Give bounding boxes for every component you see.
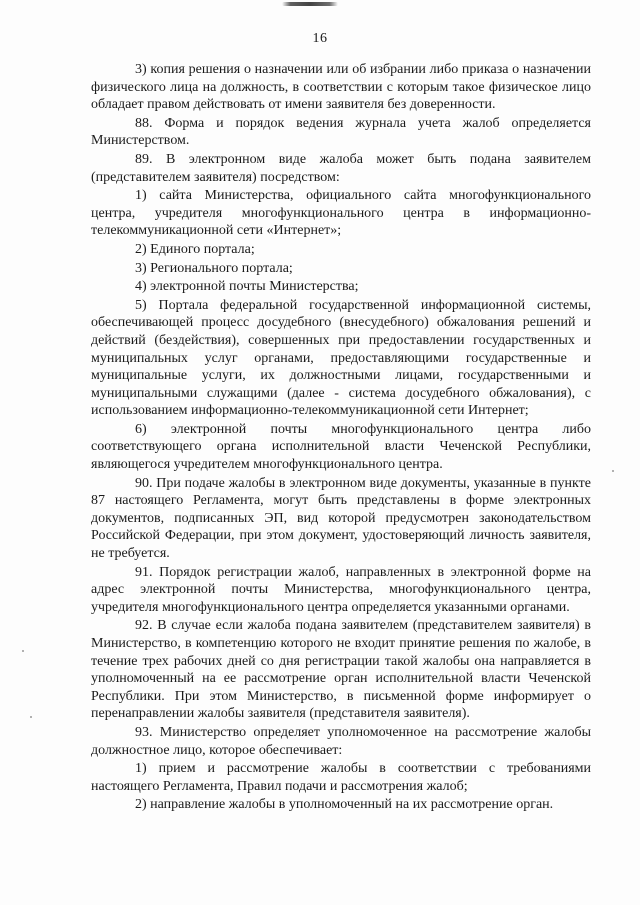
- paragraph-89: 89. В электронном виде жалоба может быть подана заявителем (представителем заявителя) посредством:: [91, 151, 591, 185]
- list-item-regional-portal: 3) Регионального портала;: [135, 260, 293, 276]
- scan-speck: [30, 716, 32, 718]
- page-number: 16: [312, 31, 328, 46]
- scan-artifact: [282, 2, 338, 6]
- paragraph-copy-of-decision: 3) копия решения о назначении или об избрании либо приказа о назначении физического лица на должность, в соответствии с которым такое физическое лицо обладает правом действовать от имени заявителя без доверенности.: [91, 62, 591, 113]
- paragraph-91: 91. Порядок регистрации жалоб, направленных в электронной форме на адрес электронной почты Министерства, многофункционального центра, учредителя многофункционального центра определяется указанными органами.: [91, 564, 591, 615]
- paragraph-88: 88. Форма и порядок ведения журнала учета жалоб определяется Министерством.: [91, 115, 591, 149]
- scan-speck: [612, 470, 614, 472]
- list-item-federal-portal: 5) Портала федеральной государственной информационной системы, обеспечивающей процесс досудебного (внесудебного) обжалования решений и действий (бездействия), совершенных при предоставлении государственных и муниципальных услуг органами, предоставляющими государственные и муниципальные услуги, их должностными лицами, государственными и муниципальными служащими (далее - система досудебного обжалования), с использованием информационно-телекоммуникационной сети Интернет;: [91, 297, 591, 419]
- list-item-forwarding: 2) направление жалобы в уполномоченный на их рассмотрение орган.: [135, 797, 554, 813]
- list-item-reception: 1) прием и рассмотрение жалобы в соответствии с требованиями настоящего Регламента, Правил подачи и рассмотрения жалоб;: [91, 761, 591, 794]
- scan-speck: [22, 650, 24, 652]
- list-item-mfc-email: 6) электронной почты многофункционального центра либо соответствующего органа исполнительной власти Чеченской Республики, являющегося учредителем многофункционального центра.: [91, 421, 591, 473]
- document-body: [91, 61, 591, 814]
- paragraph-92: 92. В случае если жалоба подана заявителем (представителем заявителя) в Министерство, в компетенцию которого не входит принятие решения по жалобе, в течение трех рабочих дней со дня регистрации такой жалобы она направляется в уполномоченный на ее рассмотрение орган исполнительной власти Чеченской Республики. При этом Министерство, в письменной форме информирует о перенаправлении жалобы заявителя (представителя заявителя).: [91, 618, 591, 722]
- list-item-ministry-site: 1) сайта Министерства, официального сайта многофункционального центра, учредителя многофункционального центра в информационно-телекоммуникационной сети «Интернет»;: [91, 188, 591, 239]
- list-item-unified-portal: 2) Единого портала;: [135, 241, 255, 257]
- list-item-ministry-email: 4) электронной почты Министерства;: [135, 279, 359, 295]
- paragraph-90: 90. При подаче жалобы в электронном виде документы, указанные в пункте 87 настоящего Регламента, могут быть представлены в форме электронных документов, подписанных ЭП, вид которой предусмотрен законодательством Российской Федерации, при этом документ, удостоверяющий личность заявителя, не требуется.: [91, 475, 591, 562]
- paragraph-93: 93. Министерство определяет уполномоченное на рассмотрение жалобы должностное лицо, которое обеспечивает:: [91, 724, 591, 758]
